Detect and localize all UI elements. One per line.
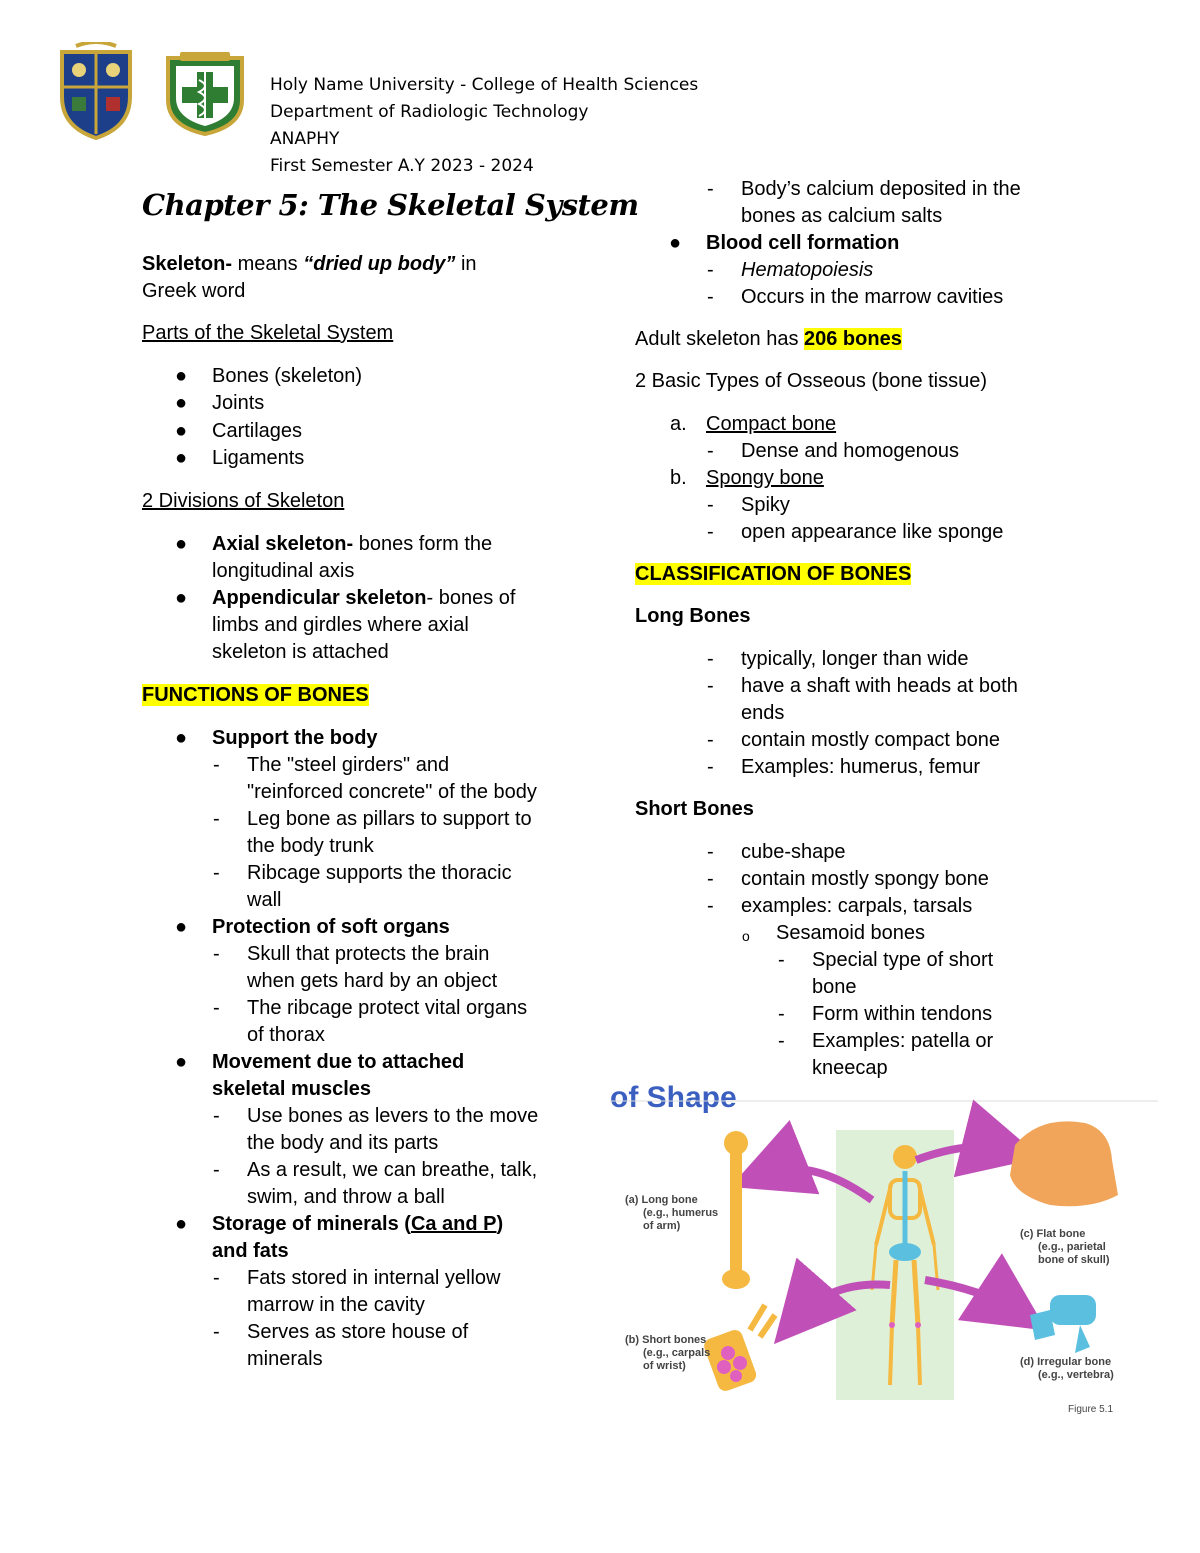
list-item: - Leg bone as pillars to support to bbox=[213, 808, 532, 830]
document-header bbox=[270, 72, 698, 180]
svg-text:bone of skull): bone of skull) bbox=[1038, 1254, 1110, 1266]
svg-text:(a) Long bone: (a) Long bone bbox=[625, 1194, 698, 1206]
long-bones-heading: Long Bones bbox=[635, 605, 751, 627]
svg-text:(e.g., parietal: (e.g., parietal bbox=[1038, 1241, 1106, 1253]
function-item: ● Support the body bbox=[175, 727, 378, 749]
college-health-sciences-logo bbox=[160, 48, 250, 138]
svg-text:of arm): of arm) bbox=[643, 1220, 681, 1232]
header-semester: First Semester A.Y 2023 - 2024 bbox=[270, 156, 534, 176]
svg-text:(e.g., carpals: (e.g., carpals bbox=[643, 1347, 711, 1359]
list-item: - have a shaft with heads at both bbox=[707, 675, 1018, 697]
left-column: Skeleton- means “dried up body” in Greek word Parts of the Skeletal System ● Bones (skeleton) ● Joints ● Cartilages ● Ligaments 2 Divisions of Skeleton ● Axial skeleton- bones form the longitudinal axis ● Appendicular skeleton- bones of limbs and girdles where axial skeleton is attached FUNCTIONS OF BONES ● Support the body - The "steel girders" and "reinforced concrete" of the body - Leg bone as pillars to support to the body trunk - Ribcage supports the thoracic wall ● Protection of soft organs - Skull that protects the brain when gets hard by an object - The ribcage protect vital organs of thorax ● Movement due to attached skeletal muscles - Use bones as levers to the move the body and its parts - As a result, we can breathe, talk, swim, and throw a ball ● Storage of minerals (Ca and P) and fats - Fats stored in internal yellow marrow in the cavity - Serves as store house of minerals bbox=[142, 251, 582, 1373]
divisions-heading: 2 Divisions of Skeleton bbox=[142, 490, 345, 512]
list-item: ● Cartilages bbox=[175, 420, 303, 442]
list-item: a. Compact bone bbox=[670, 413, 837, 435]
function-item: ● Storage of minerals (Ca and P) bbox=[175, 1213, 504, 1235]
list-item: - Spiky bbox=[707, 494, 790, 516]
long-bone-humerus-drawing bbox=[722, 1131, 750, 1289]
bone-shapes-figure bbox=[610, 1085, 1158, 1435]
svg-text:(e.g., vertebra): (e.g., vertebra) bbox=[1038, 1369, 1114, 1381]
skeleton-definition: Skeleton- means “dried up body” in bbox=[142, 253, 477, 275]
figure-header-text: of Shape bbox=[610, 1085, 737, 1114]
list-item: - open appearance like sponge bbox=[707, 521, 1004, 543]
function-item: ● Blood cell formation bbox=[669, 232, 900, 254]
list-item: - cube-shape bbox=[707, 841, 846, 863]
list-item: - Form within tendons bbox=[778, 1003, 993, 1025]
short-bones-carpals-drawing bbox=[702, 1305, 775, 1393]
classification-heading: CLASSIFICATION OF BONES bbox=[635, 563, 912, 585]
list-item: o Sesamoid bones bbox=[742, 922, 925, 944]
svg-text:(e.g., humerus: (e.g., humerus bbox=[643, 1207, 719, 1219]
list-item: - Special type of short bbox=[778, 949, 994, 971]
svg-text:(d) Irregular bone: (d) Irregular bone bbox=[1020, 1356, 1112, 1368]
svg-text:(b) Short bones: (b) Short bones bbox=[625, 1334, 707, 1346]
list-item: - The ribcage protect vital organs bbox=[213, 997, 528, 1019]
function-item: ● Protection of soft organs bbox=[175, 916, 450, 938]
figure-caption: Figure 5.1 bbox=[1068, 1404, 1114, 1415]
list-item: ● Axial skeleton- bones form the bbox=[175, 533, 493, 555]
list-item: ● Joints bbox=[175, 392, 265, 414]
list-item: - Skull that protects the brain bbox=[213, 943, 490, 965]
list-item: - Dense and homogenous bbox=[707, 440, 959, 462]
header-department: Department of Radiologic Technology bbox=[270, 102, 589, 122]
irregular-bone-vertebra-drawing bbox=[1030, 1295, 1096, 1353]
list-item: - Serves as store house of bbox=[213, 1321, 469, 1343]
list-item: - contain mostly compact bone bbox=[707, 729, 1001, 751]
list-item: - contain mostly spongy bone bbox=[707, 868, 989, 890]
chapter-title: Chapter 5: The Skeletal System bbox=[142, 188, 639, 222]
list-item: - Examples: humerus, femur bbox=[707, 756, 980, 778]
function-item: ● Movement due to attached bbox=[175, 1051, 465, 1073]
list-item: - Ribcage supports the thoracic bbox=[213, 862, 512, 884]
list-item: - As a result, we can breathe, talk, bbox=[213, 1159, 538, 1181]
university-seal-logo bbox=[52, 42, 140, 142]
svg-text:(c) Flat bone: (c) Flat bone bbox=[1020, 1228, 1086, 1240]
svg-text:of wrist): of wrist) bbox=[643, 1360, 686, 1372]
adult-bone-count: Adult skeleton has 206 bones bbox=[635, 328, 902, 350]
list-item: - The "steel girders" and bbox=[213, 754, 450, 776]
header-university: Holy Name University - College of Health Sciences bbox=[270, 75, 699, 95]
list-item: - typically, longer than wide bbox=[707, 648, 969, 670]
parts-list bbox=[142, 363, 582, 472]
list-item: - Hematopoiesis bbox=[707, 259, 874, 281]
list-item: - Occurs in the marrow cavities bbox=[707, 286, 1004, 308]
list-item: ● Bones (skeleton) bbox=[175, 365, 363, 387]
right-column: - Body’s calcium deposited in the bones as calcium salts ● Blood cell formation - Hematopoiesis - Occurs in the marrow cavities Adult skeleton has 206 bones 2 Basic Types of Osseous (bone tissue) a. Compact bone - Dense and homogenous b. Spongy bone - Spiky - open appearance like sponge CLASSIFICATION OF BONES Long Bones - typically, longer than wide - have a shaft with heads at both ends - contain mostly compact bone - Examples: humerus, femur Short Bones - cube-shape - contain mostly spongy bone - examples: carpals, tarsals o Sesamoid bones - Special type of short bone - Form within tendons - Examples: patella or kneecap bbox=[635, 176, 1075, 1082]
functions-heading: FUNCTIONS OF BONES bbox=[142, 684, 369, 706]
short-bones-heading: Short Bones bbox=[635, 798, 754, 820]
list-item: - Fats stored in internal yellow bbox=[213, 1267, 501, 1289]
list-item: - Use bones as levers to the move bbox=[213, 1105, 539, 1127]
flat-bone-parietal-drawing bbox=[1010, 1121, 1118, 1206]
list-item: - examples: carpals, tarsals bbox=[707, 895, 973, 917]
list-item: b. Spongy bone bbox=[670, 467, 824, 489]
list-item: ● Appendicular skeleton- bones of bbox=[175, 587, 516, 609]
list-item: - Examples: patella or bbox=[778, 1030, 994, 1052]
header-course: ANAPHY bbox=[270, 129, 340, 149]
parts-heading: Parts of the Skeletal System bbox=[142, 322, 394, 344]
osseous-heading: 2 Basic Types of Osseous (bone tissue) bbox=[635, 370, 988, 392]
list-item: - Body’s calcium deposited in the bbox=[707, 178, 1021, 200]
list-item: ● Ligaments bbox=[175, 447, 305, 469]
